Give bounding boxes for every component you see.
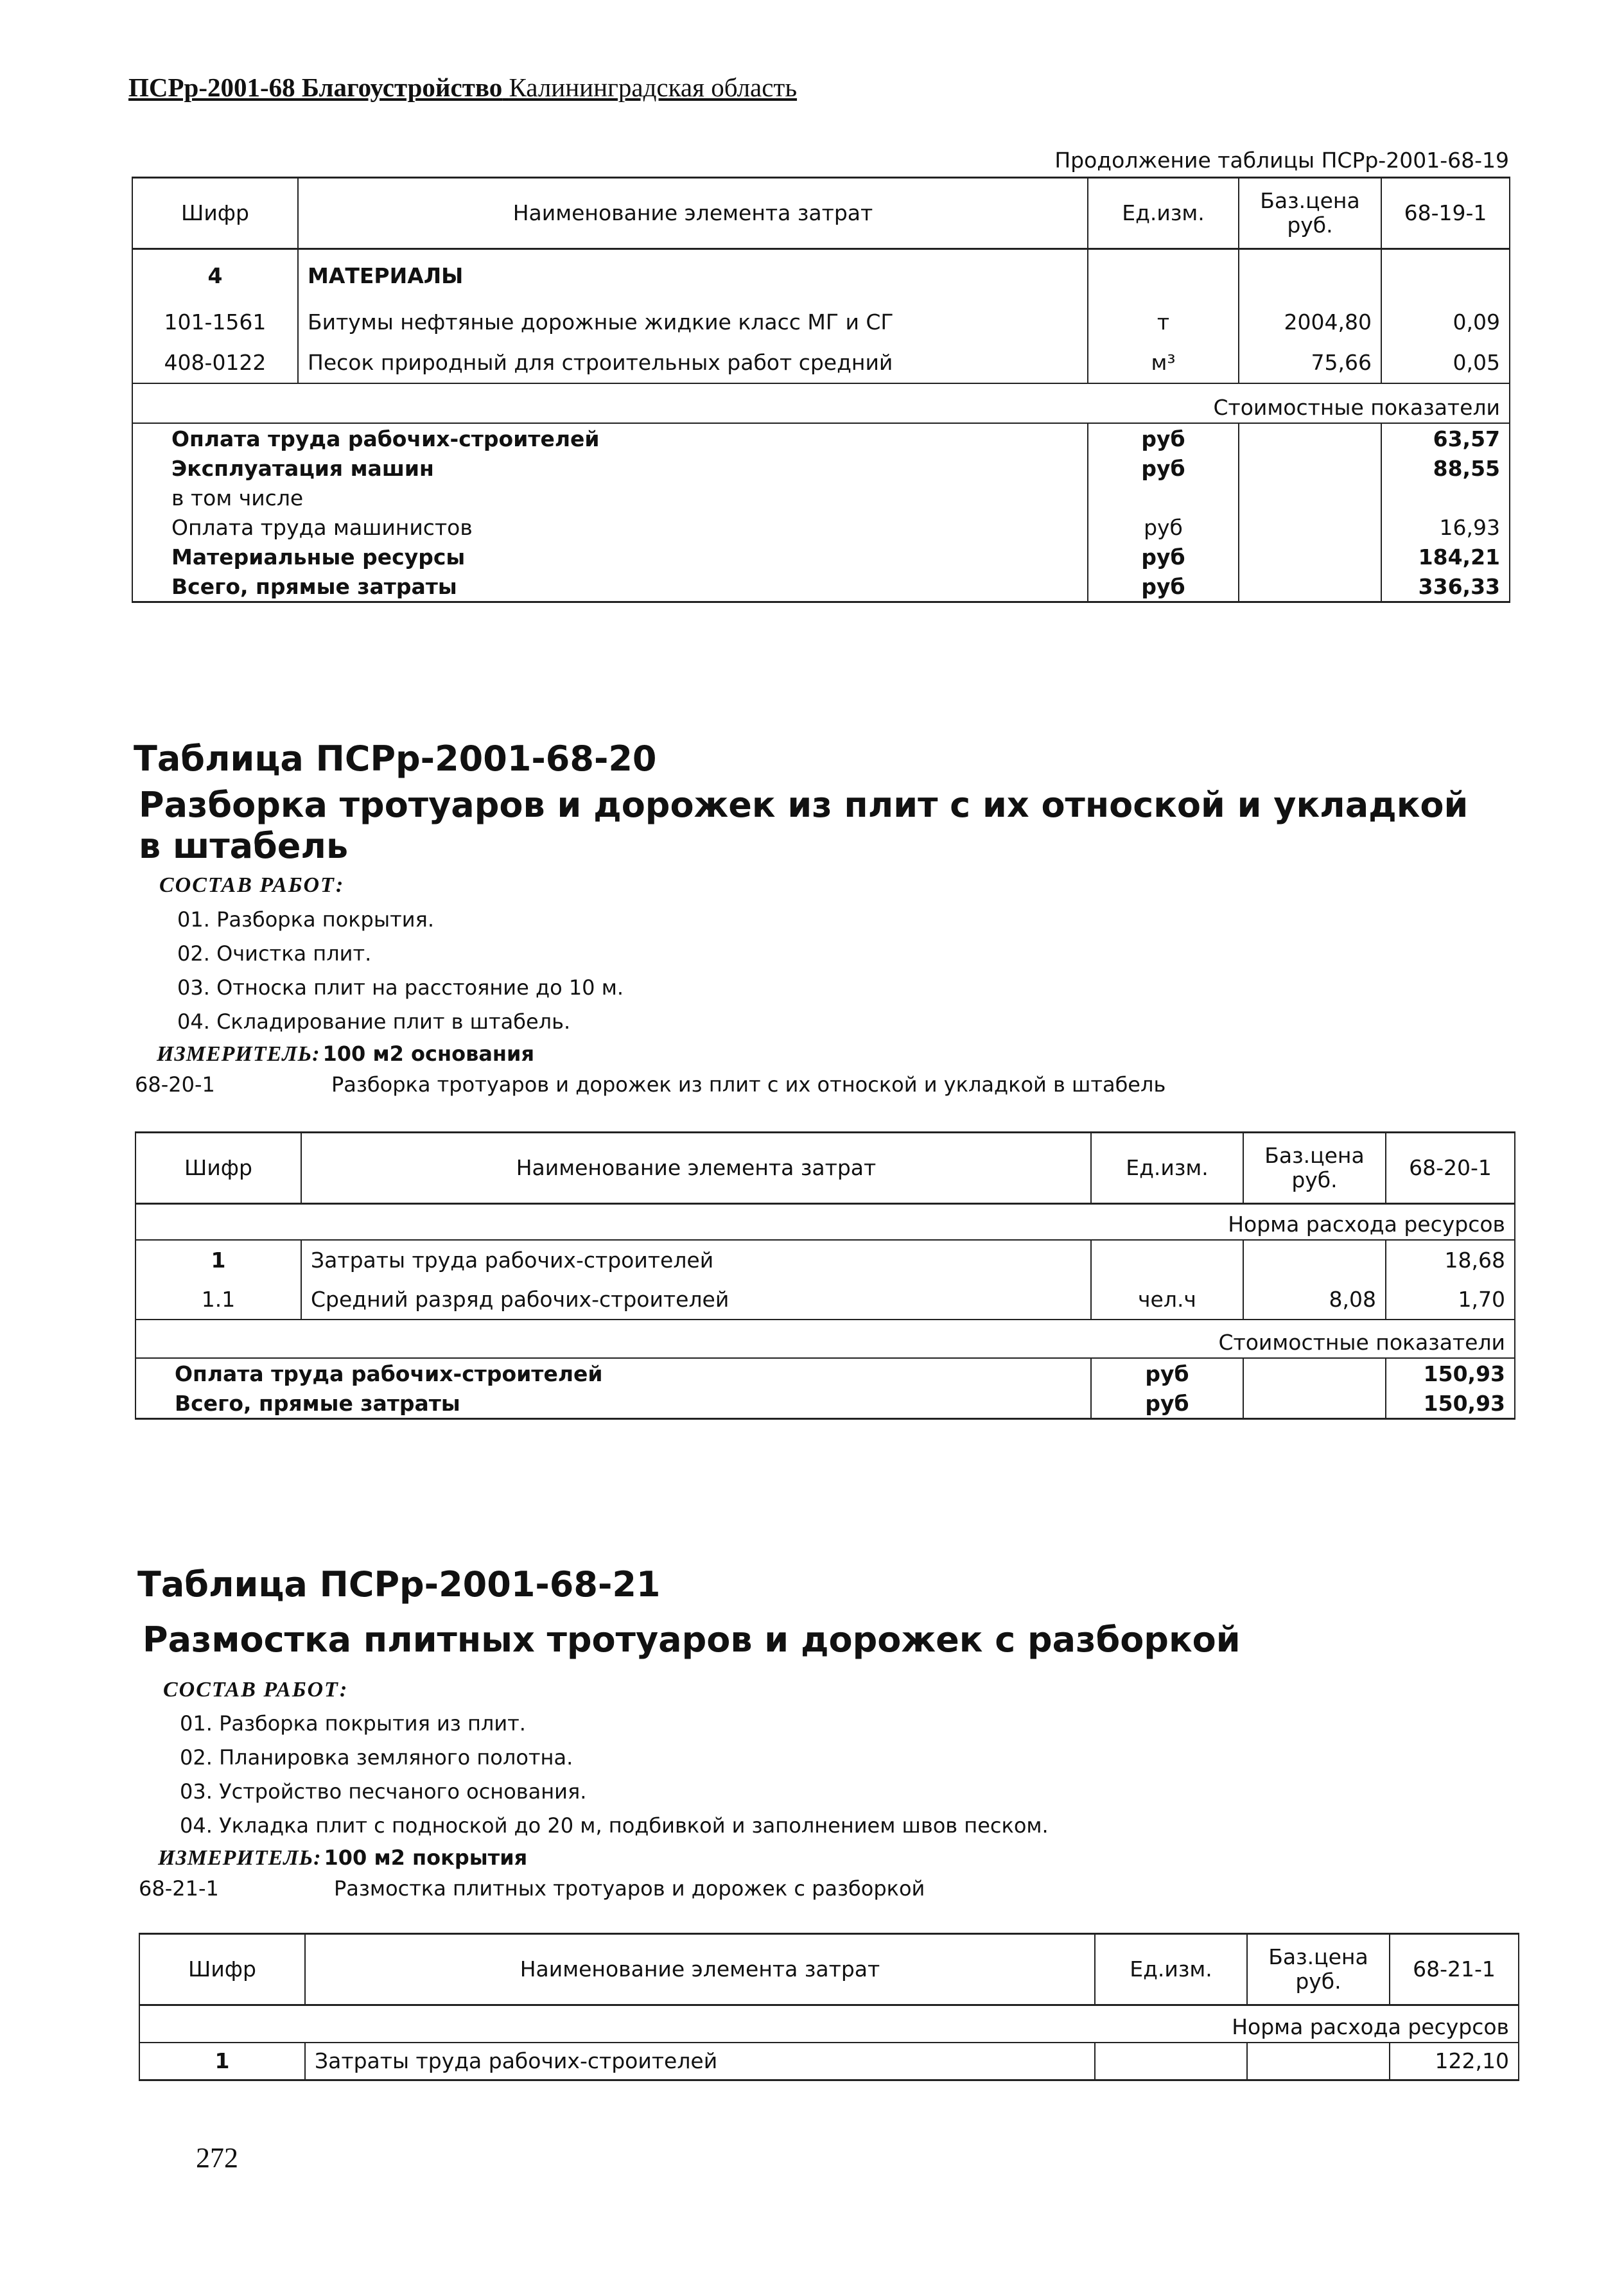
- row-price: [1243, 1240, 1386, 1280]
- cost-band: [132, 383, 1510, 423]
- cost-name: Эксплуатация машин: [132, 453, 1088, 483]
- section20-code-desc: Разборка тротуаров и дорожек из плит с их отноской и укладкой в штабель: [331, 1072, 1166, 1097]
- row-value: 18,68: [1386, 1240, 1515, 1280]
- table19-header: [132, 178, 1510, 249]
- cost-value: 63,57: [1381, 423, 1510, 453]
- cost-unit: руб: [1088, 542, 1239, 571]
- measure-label: ИЗМЕРИТЕЛЬ:: [158, 1846, 322, 1870]
- cost-band-label: Стоимостные показатели: [135, 1320, 1515, 1358]
- cost-unit: руб: [1088, 571, 1239, 602]
- page-header: [128, 72, 797, 103]
- work-item: 04. Складирование плит в штабель.: [177, 1009, 571, 1034]
- cost-value: 88,55: [1381, 453, 1510, 483]
- row-name: Песок природный для строительных работ средний: [298, 342, 1088, 383]
- cost-value: 336,33: [1381, 571, 1510, 602]
- section21-subtitle: Размостка плитных тротуаров и дорожек с разборкой: [143, 1619, 1241, 1660]
- section20-code: 68-20-1: [135, 1072, 215, 1097]
- norm-band: [135, 1204, 1515, 1241]
- cost-value: 184,21: [1381, 542, 1510, 571]
- section20-measure: [157, 1042, 534, 1067]
- cost-row: [135, 1358, 1515, 1388]
- section-code: 4: [132, 249, 298, 302]
- cost-band-label: Стоимостные показатели: [132, 383, 1510, 423]
- table21-header: [139, 1934, 1519, 2005]
- norm-band-label: Норма расхода ресурсов: [139, 2005, 1519, 2043]
- table20: [135, 1131, 1515, 1420]
- cost-value: [1381, 483, 1510, 512]
- section21-code-desc: Размостка плитных тротуаров и дорожек с разборкой: [334, 1876, 925, 1901]
- cost-row: [132, 483, 1510, 512]
- row-code: 1.1: [135, 1280, 301, 1320]
- cost-name: Материальные ресурсы: [132, 542, 1088, 571]
- table-row: [135, 1240, 1515, 1280]
- cost-unit: руб: [1088, 423, 1239, 453]
- cost-row: [132, 542, 1510, 571]
- header-region: Калининградская область: [509, 73, 798, 102]
- col-price: Баз.цена руб.: [1243, 1133, 1386, 1204]
- row-price: [1247, 2043, 1390, 2080]
- cost-unit: руб: [1088, 512, 1239, 542]
- work-item: 01. Разборка покрытия.: [177, 907, 434, 932]
- header-bold: ПСРр-2001-68 Благоустройство: [128, 73, 503, 102]
- row-unit: чел.ч: [1091, 1280, 1243, 1320]
- cost-unit: руб: [1088, 453, 1239, 483]
- col-name: Наименование элемента затрат: [305, 1934, 1095, 2005]
- cost-band: [135, 1320, 1515, 1358]
- cost-unit: [1088, 483, 1239, 512]
- col-name: Наименование элемента затрат: [301, 1133, 1091, 1204]
- row-code: 101-1561: [132, 301, 298, 342]
- cost-row: [132, 571, 1510, 602]
- work-item: 02. Планировка земляного полотна.: [180, 1745, 573, 1770]
- row-code: 408-0122: [132, 342, 298, 383]
- table-row: [132, 301, 1510, 342]
- cost-row: [132, 453, 1510, 483]
- cost-name: в том числе: [132, 483, 1088, 512]
- row-value: 0,09: [1381, 301, 1510, 342]
- cost-value: 16,93: [1381, 512, 1510, 542]
- cost-name: Всего, прямые затраты: [132, 571, 1088, 602]
- table19: [132, 177, 1510, 603]
- row-value: 122,10: [1390, 2043, 1519, 2080]
- cost-name: Оплата труда машинистов: [132, 512, 1088, 542]
- table21: [139, 1933, 1519, 2081]
- page-number: 272: [196, 2142, 238, 2174]
- row-code: 1: [135, 1240, 301, 1280]
- cost-row: [135, 1388, 1515, 1419]
- col-code: Шифр: [135, 1133, 301, 1204]
- section20-title: Таблица ПСРр-2001-68-20: [134, 738, 657, 779]
- col-unit: Ед.изм.: [1095, 1934, 1247, 2005]
- row-price: 2004,80: [1239, 301, 1381, 342]
- cost-value: 150,93: [1386, 1388, 1515, 1419]
- row-code: 1: [139, 2043, 305, 2080]
- col-name: Наименование элемента затрат: [298, 178, 1088, 249]
- cost-name: Оплата труда рабочих-строителей: [135, 1358, 1091, 1388]
- row-unit: [1091, 1240, 1243, 1280]
- cost-row: [132, 423, 1510, 453]
- cost-unit: руб: [1091, 1388, 1243, 1419]
- row-price: 75,66: [1239, 342, 1381, 383]
- norm-band: [139, 2005, 1519, 2043]
- col-unit: Ед.изм.: [1091, 1133, 1243, 1204]
- table20-header: [135, 1133, 1515, 1204]
- work-item: 04. Укладка плит с подноской до 20 м, подбивкой и заполнением швов песком.: [180, 1813, 1049, 1838]
- section20-subtitle: Разборка тротуаров и дорожек из плит с их отноской и укладкой в штабель: [139, 785, 1469, 866]
- section21-sostav-label: СОСТАВ РАБОТ:: [163, 1678, 349, 1702]
- work-item: 01. Разборка покрытия из плит.: [180, 1711, 526, 1736]
- cost-value: 150,93: [1386, 1358, 1515, 1388]
- norm-band-label: Норма расхода ресурсов: [135, 1204, 1515, 1241]
- section21-title: Таблица ПСРр-2001-68-21: [137, 1564, 661, 1605]
- row-name: Средний разряд рабочих-строителей: [301, 1280, 1091, 1320]
- col-code: Шифр: [139, 1934, 305, 2005]
- col-norm: 68-20-1: [1386, 1133, 1515, 1204]
- table19-continuation: Продолжение таблицы ПСРр-2001-68-19: [1054, 148, 1509, 173]
- col-norm: 68-21-1: [1390, 1934, 1519, 2005]
- col-unit: Ед.изм.: [1088, 178, 1239, 249]
- measure-value: 100 м2 основания: [322, 1042, 534, 1066]
- col-price: Баз.цена руб.: [1247, 1934, 1390, 2005]
- cost-name: Оплата труда рабочих-строителей: [132, 423, 1088, 453]
- col-price: Баз.цена руб.: [1239, 178, 1381, 249]
- row-name: Затраты труда рабочих-строителей: [305, 2043, 1095, 2080]
- row-name: Затраты труда рабочих-строителей: [301, 1240, 1091, 1280]
- cost-unit: руб: [1091, 1358, 1243, 1388]
- row-unit: [1095, 2043, 1247, 2080]
- row-price: 8,08: [1243, 1280, 1386, 1320]
- table-row: [132, 342, 1510, 383]
- row-unit: м³: [1088, 342, 1239, 383]
- row-unit: т: [1088, 301, 1239, 342]
- section-name: МАТЕРИАЛЫ: [298, 249, 1088, 302]
- table-row: [135, 1280, 1515, 1320]
- row-value: 0,05: [1381, 342, 1510, 383]
- section21-code: 68-21-1: [139, 1876, 219, 1901]
- measure-value: 100 м2 покрытия: [324, 1845, 528, 1870]
- work-item: 03. Устройство песчаного основания.: [180, 1779, 587, 1804]
- row-value: 1,70: [1386, 1280, 1515, 1320]
- measure-label: ИЗМЕРИТЕЛЬ:: [157, 1042, 320, 1066]
- work-item: 02. Очистка плит.: [177, 941, 372, 966]
- cost-row: [132, 512, 1510, 542]
- table-row: [139, 2043, 1519, 2080]
- section20-sostav-label: СОСТАВ РАБОТ:: [159, 873, 345, 897]
- work-item: 03. Относка плит на расстояние до 10 м.: [177, 975, 624, 1000]
- table-row: [132, 249, 1510, 302]
- col-code: Шифр: [132, 178, 298, 249]
- section21-measure: [158, 1845, 527, 1870]
- cost-name: Всего, прямые затраты: [135, 1388, 1091, 1419]
- row-name: Битумы нефтяные дорожные жидкие класс МГ и СГ: [298, 301, 1088, 342]
- col-norm: 68-19-1: [1381, 178, 1510, 249]
